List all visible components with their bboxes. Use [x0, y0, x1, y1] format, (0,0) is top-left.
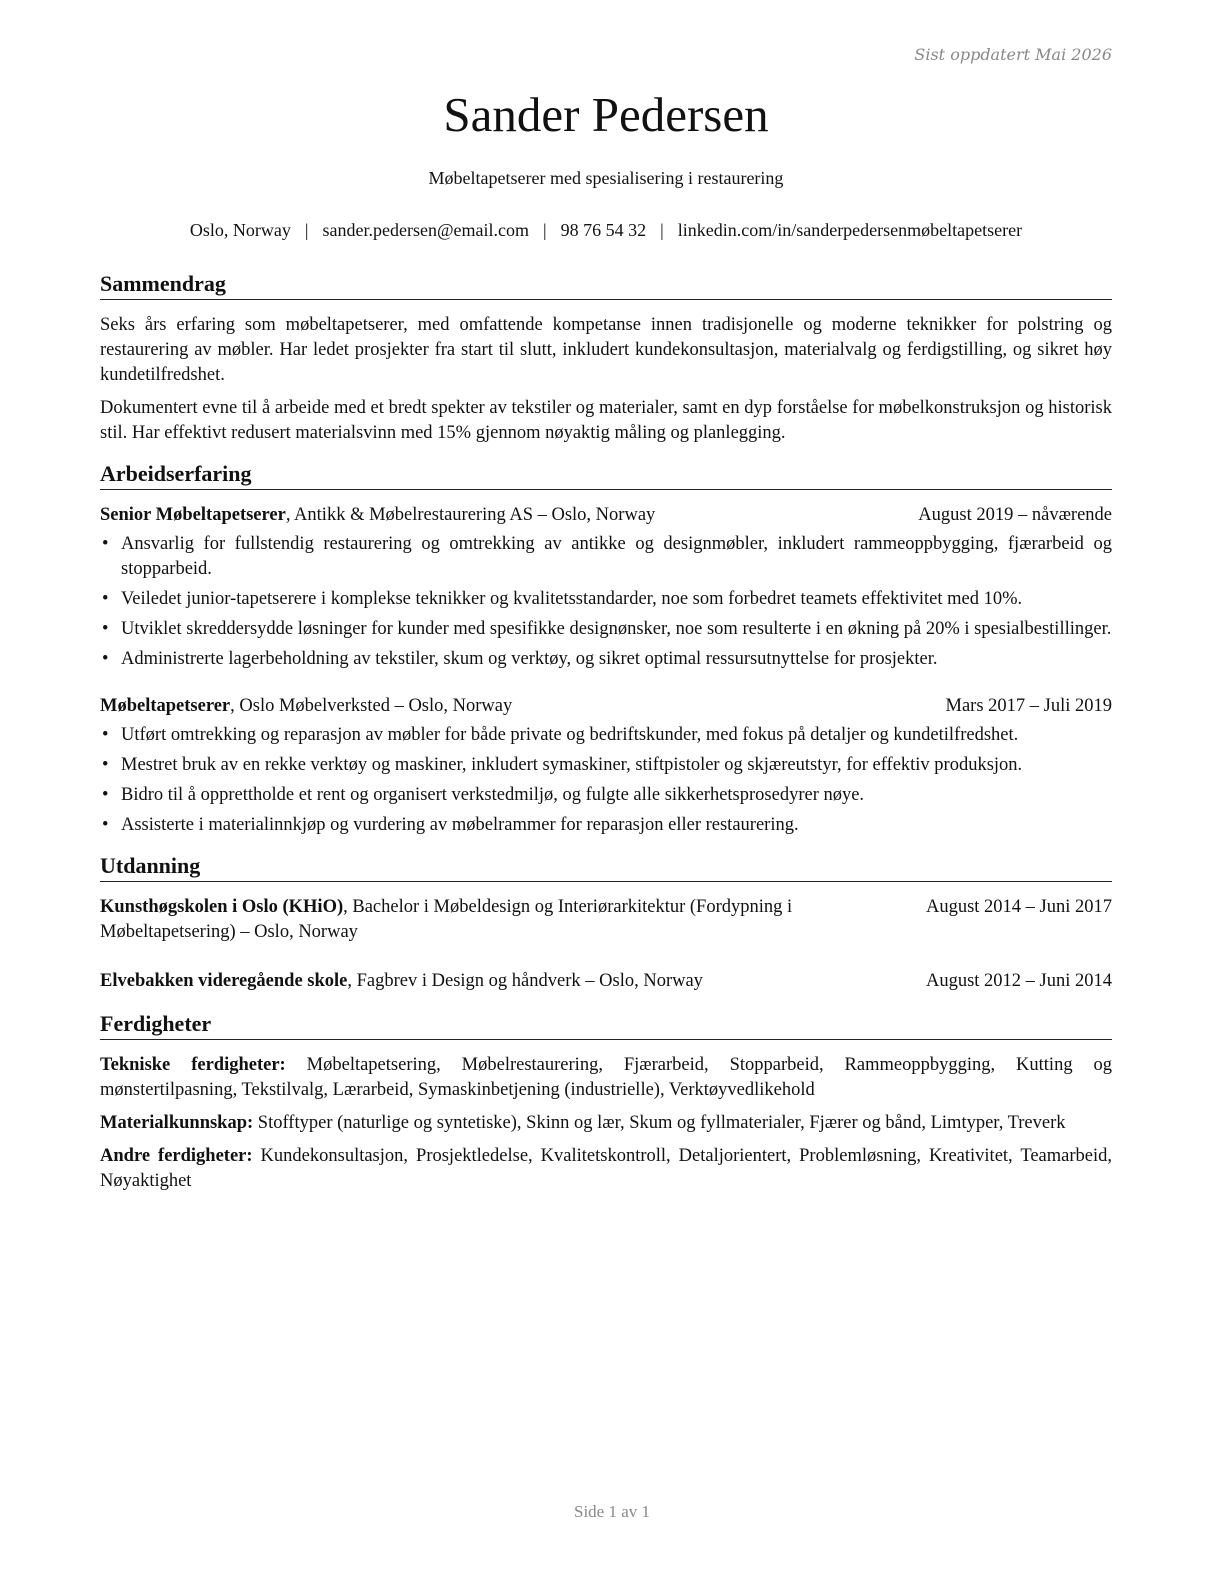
education-detail: , Bachelor i Møbeldesign og Interiørarkitektur (Fordypning i Møbeltapetsering) – Oslo, Norway: [100, 897, 793, 942]
job-header: [100, 503, 1112, 528]
education-dates: August 2012 – Juni 2014: [925, 971, 1112, 991]
skill-group: [100, 1111, 1112, 1136]
education-school: Kunsthøgskolen i Oslo (KHiO): [100, 897, 344, 917]
skill-group-text: Kundekonsultasjon, Prosjektledelse, Kvalitetskontroll, Detaljorientert, Problemløsning, Kreativitet, Teamarbeid, Nøyaktighet: [100, 1146, 1113, 1191]
job-header: [100, 694, 1112, 719]
skill-group-label: Tekniske ferdigheter:: [100, 1055, 286, 1075]
resume-content: [100, 270, 1112, 1202]
job-bullet: • Ansvarlig for fullstendig restaurering og omtrekking av antikke og designmøbler, inkludert rammeoppbygging, fjærarbeid og stopparbeid.: [100, 532, 1112, 582]
contact-separator: |: [543, 220, 547, 240]
job-bullet: • Utviklet skreddersydde løsninger for kunder med spesifikke designønsker, noe som resulterte i en økning på 20% i spesialbestillinger.: [100, 617, 1112, 642]
skill-group-label: Andre ferdigheter:: [100, 1146, 253, 1166]
summary-paragraph: Seks års erfaring som møbeltapetserer, med omfattende kompetanse innen tradisjonelle og moderne teknikker for polstring og restaurering av møbler. Har ledet prosjekter fra start til slutt, inkludert kundekonsultasjon, materialvalg og ferdigstilling, og sikret høy kundetilfredshet.: [100, 315, 1112, 385]
summary-paragraph: Dokumentert evne til å arbeide med et bredt spekter av tekstiler og materialer, samt en dyp forståelse for møbelkonstruksjon og historisk stil. Har effektivt redusert materialsvinn med 15% gjennom nøyaktig måling og planlegging.: [100, 398, 1112, 443]
job-entry: [100, 503, 1112, 672]
contact-separator: |: [660, 220, 664, 240]
page-number: Side 1 av 1: [573, 1502, 651, 1521]
last-updated: Sist oppdatert Mai 2026: [914, 45, 1112, 64]
section-title-skills: Ferdigheter: [100, 1010, 1112, 1040]
skill-group: [100, 1144, 1112, 1194]
contact-separator: |: [304, 220, 309, 240]
skill-group-label: Materialkunnskap:: [100, 1113, 254, 1133]
contact-line: [100, 220, 1112, 241]
job-bullet: • Assisterte i materialinnkjøp og vurdering av møbelrammer for reparasjon eller restaurering.: [100, 813, 1112, 838]
education-detail: , Fagbrev i Design og håndverk – Oslo, Norway: [347, 971, 703, 991]
job-bullet: • Utført omtrekking og reparasjon av møbler for både private og bedriftskunder, med fokus på detaljer og kundetilfredshet.: [100, 723, 1112, 748]
education-dates: August 2014 – Juni 2017: [925, 897, 1112, 917]
candidate-name: Sander Pedersen: [443, 87, 769, 142]
job-bullet: • Administrerte lagerbeholdning av tekstiler, skum og verktøy, og sikret optimal ressursutnyttelse for prosjekter.: [100, 647, 1112, 672]
education-section: [100, 852, 1112, 994]
job-dates: Mars 2017 – Juli 2019: [945, 696, 1112, 716]
section-title-summary: Sammendrag: [100, 270, 1112, 300]
job-role: Senior Møbeltapetserer: [100, 505, 286, 525]
contact-location: Oslo, Norway: [189, 220, 291, 240]
education-school: Elvebakken videregående skole: [100, 971, 348, 991]
job-bullet: • Bidro til å opprettholde et rent og organisert verkstedmiljø, og fulgte alle sikkerhetsprosedyrer nøye.: [100, 783, 1112, 808]
contact-email[interactable]: sander.pedersen@email.com: [322, 220, 529, 240]
job-bullet: • Mestret bruk av en rekke verktøy og maskiner, inkludert symaskiner, stiftpistoler og skjæreutstyr, for effektiv produksjon.: [100, 753, 1112, 778]
contact-phone: 98 76 54 32: [560, 220, 647, 240]
section-title-experience: Arbeidserfaring: [100, 460, 1112, 490]
job-dates: August 2019 – nåværende: [918, 505, 1112, 525]
job-role: Møbeltapetserer: [100, 696, 231, 716]
skill-group: [100, 1053, 1112, 1103]
skill-group-text: Stofftyper (naturlige og syntetiske), Skinn og lær, Skum og fyllmaterialer, Fjærer og bånd, Limtyper, Treverk: [253, 1113, 1066, 1133]
job-company: , Oslo Møbelverksted – Oslo, Norway: [230, 696, 513, 716]
job-bullet: • Veiledet junior-tapetserere i komplekse teknikker og kvalitetsstandarder, noe som forbedret teamets effektivitet med 10%.: [100, 587, 1112, 612]
job-entry: [100, 694, 1112, 838]
skills-section: [100, 1010, 1112, 1194]
experience-section: [100, 460, 1112, 838]
education-entry: [100, 969, 1112, 994]
skill-group-text: Møbeltapetsering, Møbelrestaurering, Fjærarbeid, Stopparbeid, Rammeoppbygging, Kutting og mønstertilpasning, Tekstilvalg, Lærarbeid, Symaskinbetjening (industrielle), Verktøyvedlikehold: [100, 1055, 1113, 1100]
job-bullets: [100, 723, 1112, 838]
section-title-education: Utdanning: [100, 852, 1112, 882]
job-bullets: [100, 532, 1112, 672]
tagline: Møbeltapetserer med spesialisering i restaurering: [428, 168, 784, 188]
contact-linkedin[interactable]: linkedin.com/in/sanderpedersenmøbeltapetserer: [677, 220, 1023, 240]
job-company: , Antikk & Møbelrestaurering AS – Oslo, Norway: [285, 505, 656, 525]
education-entry: [100, 895, 1112, 945]
summary-section: [100, 270, 1112, 446]
